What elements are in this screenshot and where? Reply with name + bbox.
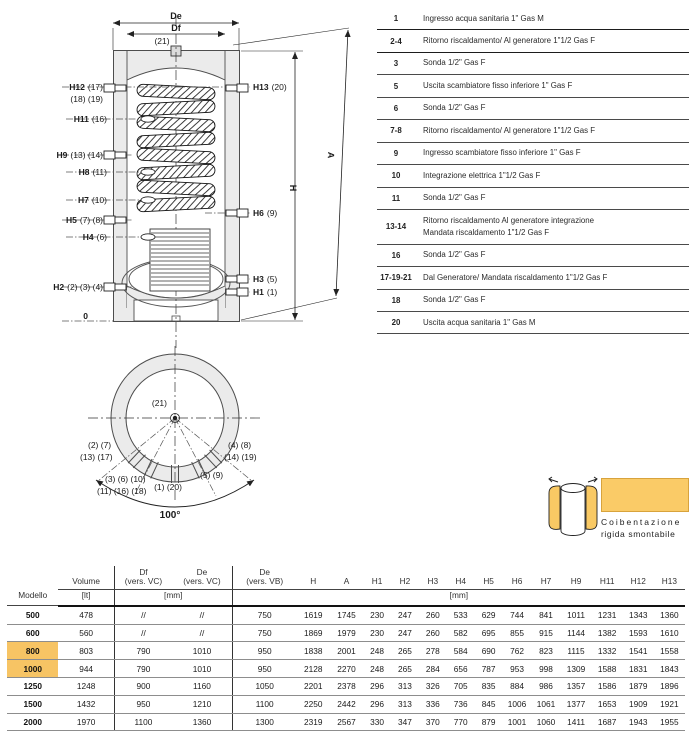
legend-number: 16 [391,250,401,260]
col-header-h11: H11 [592,566,623,589]
value-cell: 841 [532,606,561,624]
angle-label: 100° [159,510,181,521]
svg-text:H13(20): H13 (20) [253,82,287,92]
top-view [80,346,262,521]
value-cell: 1160 [172,677,232,695]
value-cell: 690 [475,642,503,660]
value-cell: 260 [419,624,447,642]
legend-description: Ritorno riscaldamento Al generatore integrazione Mandata riscaldamento 1"1/2 Gas F [423,215,595,237]
legend-row [377,8,689,30]
col-header-h4: H4 [447,566,475,589]
value-cell: 247 [391,606,419,624]
model-cell: 1250 [7,677,58,695]
col-header-volume: Volume [58,566,114,589]
value-cell: 750 [232,624,296,642]
value-cell: 370 [419,713,447,731]
value-cell: 1869 [297,624,330,642]
value-cell: 230 [363,606,391,624]
value-cell: 855 [503,624,532,642]
value-cell: 1745 [330,606,363,624]
col-header-h3: H3 [419,566,447,589]
col-header-h7: H7 [532,566,561,589]
value-cell: 478 [58,606,114,624]
a-dim-label: A [325,151,337,159]
legend-number: 7-8 [390,126,402,136]
value-cell: 1100 [114,713,172,731]
value-cell: 787 [475,660,503,678]
insulation-color-swatch [601,478,689,512]
model-cell: 600 [7,624,58,642]
value-cell: 584 [447,642,475,660]
legend-row [377,245,689,267]
value-cell: 1610 [654,624,685,642]
legend-number: 1 [393,14,399,24]
value-cell: 770 [447,713,475,731]
de-dim-label: De [170,11,182,21]
legend-number: 13-14 [385,222,407,232]
col-header-h9: H9 [560,566,591,589]
svg-text:H1(1): H1 (1) [253,287,278,297]
table-row [7,695,685,713]
legend-description: Sonda 1/2" Gas F [423,193,486,203]
value-cell: 1588 [592,660,623,678]
svg-text:H12(17): H12 (17) [69,82,103,92]
insulation-legend [546,472,690,544]
front-view [53,11,349,348]
legend-description: Sonda 1/2" Gas F [423,295,486,305]
value-cell: 1357 [560,677,591,695]
value-cell: 1332 [592,642,623,660]
legend-description: Sonda 1/2" Gas F [423,58,486,68]
value-cell: 1619 [297,606,330,624]
svg-text:H8(11): H8 (11) [78,167,107,177]
value-cell: 1586 [592,677,623,695]
col-header-de-vb: De (vers. VB) [232,566,296,589]
top-left-label-2: (13) (17) [80,452,113,462]
table-row [7,606,685,624]
legend-description: Ritorno riscaldamento/ Al generatore 1"1/2 Gas F [423,36,596,46]
value-cell: 2319 [297,713,330,731]
col-header-h13: H13 [654,566,685,589]
unit-lt: [lt] [58,589,114,605]
value-cell: 2378 [330,677,363,695]
model-cell: 2000 [7,713,58,731]
value-cell: 879 [475,713,503,731]
unit-mm-vc: [mm] [114,589,232,605]
value-cell: 695 [475,624,503,642]
value-cell: 1843 [654,660,685,678]
value-cell: 296 [363,695,391,713]
value-cell: 900 [114,677,172,695]
legend-number: 18 [391,295,401,305]
top-bottom-left-label-2: (11) (16) (18) [97,486,147,496]
value-cell: 248 [363,642,391,660]
value-cell: 1060 [532,713,561,731]
value-cell: 313 [391,695,419,713]
value-cell: 1210 [172,695,232,713]
value-cell: 1909 [623,695,654,713]
legend-description: Uscita scambiatore fisso inferiore 1" Gas F [423,80,573,90]
col-header-h1: H1 [363,566,391,589]
legend-description: Uscita acqua sanitaria 1" Gas M [423,317,536,327]
value-cell: 2567 [330,713,363,731]
value-cell: 762 [503,642,532,660]
value-cell: 2270 [330,660,363,678]
value-cell: 1360 [654,606,685,624]
front-right-labels [253,82,287,297]
value-cell: 736 [447,695,475,713]
value-cell: 1231 [592,606,623,624]
value-cell: 1343 [623,606,654,624]
value-cell: 744 [503,606,532,624]
value-cell: 1687 [592,713,623,731]
value-cell: 1100 [232,695,296,713]
legend-description: Integrazione elettrica 1"1/2 Gas F [423,170,541,180]
value-cell: 2442 [330,695,363,713]
value-cell: 1248 [58,677,114,695]
col-header-h2: H2 [391,566,419,589]
svg-text:H9(13) (14): H9 (13) (14) [56,150,103,160]
value-cell: 705 [447,677,475,695]
value-cell: 533 [447,606,475,624]
svg-text:H7(10): H7 (10) [78,195,107,205]
legend-description: Sonda 1/2" Gas F [423,103,486,113]
value-cell: 1061 [532,695,561,713]
legend-number: 20 [391,318,401,328]
value-cell: 336 [419,695,447,713]
value-cell: 1382 [592,624,623,642]
value-cell: 1309 [560,660,591,678]
svg-text:H6(9): H6 (9) [253,208,278,218]
value-cell: 1360 [172,713,232,731]
value-cell: 835 [475,677,503,695]
legend-row [377,267,689,289]
value-cell: 1001 [503,713,532,731]
value-cell: 1300 [232,713,296,731]
value-cell: 1411 [560,713,591,731]
value-cell: 284 [419,660,447,678]
value-cell: 950 [232,660,296,678]
value-cell: 278 [419,642,447,660]
tank-technical-drawing [0,0,377,560]
legend-number: 10 [391,171,401,181]
value-cell: 1006 [503,695,532,713]
value-cell: // [114,606,172,624]
legend-number: 11 [391,193,401,203]
table-row [7,624,685,642]
value-cell: 1558 [654,642,685,660]
port21-label: (21) [154,36,170,46]
top-bottom-right-label: (5) (9) [200,470,224,480]
top-view-center-port [173,416,177,420]
top-left-label-1: (2) (7) [88,440,112,450]
value-cell: 1970 [58,713,114,731]
dimensions-table [7,566,685,731]
value-cell: 1879 [623,677,654,695]
legend-number: 3 [393,59,399,69]
table-row [7,642,685,660]
value-cell: 326 [419,677,447,695]
value-cell: 986 [532,677,561,695]
value-cell: 1011 [560,606,591,624]
col-header-de-vc: De (vers. VC) [172,566,232,589]
legend-number: 17-19-21 [380,273,412,283]
value-cell: 944 [58,660,114,678]
value-cell: 1432 [58,695,114,713]
value-cell: 950 [114,695,172,713]
zero-level-label: 0 [83,311,88,321]
unit-mm-dims: [mm] [232,589,685,605]
svg-text:(18) (19): (18) (19) [70,94,103,104]
legend-description: Dal Generatore/ Mandata riscaldamento 1"1/2 Gas F [423,272,608,282]
svg-text:H11(16): H11 (16) [73,114,107,124]
value-cell: 750 [232,606,296,624]
table-row [7,713,685,731]
value-cell: 1593 [623,624,654,642]
legend-number: 5 [393,81,399,91]
value-cell: 2201 [297,677,330,695]
value-cell: 1838 [297,642,330,660]
svg-text:H3(5): H3 (5) [253,274,278,284]
value-cell: 1831 [623,660,654,678]
value-cell: 1921 [654,695,685,713]
legend-description: Ingresso acqua sanitaria 1" Gas M [423,13,544,23]
legend-number: 2-4 [390,36,402,46]
col-header-h6: H6 [503,566,532,589]
value-cell: 1144 [560,624,591,642]
value-cell: // [172,624,232,642]
value-cell: 845 [475,695,503,713]
value-cell: // [114,624,172,642]
value-cell: 656 [447,660,475,678]
value-cell: 1115 [560,642,591,660]
col-header-a: A [330,566,363,589]
top-right-label-2: (14) (19) [224,452,257,462]
value-cell: 1010 [172,660,232,678]
legend-number: 6 [393,103,399,113]
value-cell: 1979 [330,624,363,642]
top-center-label: (21) [151,398,167,408]
value-cell: 248 [363,660,391,678]
legend-table [377,8,689,334]
value-cell: 347 [391,713,419,731]
value-cell: 790 [114,642,172,660]
model-cell: 500 [7,606,58,624]
value-cell: 998 [532,660,561,678]
value-cell: 582 [447,624,475,642]
value-cell: 823 [532,642,561,660]
legend-row [377,30,689,52]
value-cell: 1896 [654,677,685,695]
value-cell: 560 [58,624,114,642]
front-left-labels [53,82,107,292]
value-cell: 247 [391,624,419,642]
value-cell: 265 [391,660,419,678]
col-header-h12: H12 [623,566,654,589]
value-cell: 953 [503,660,532,678]
top-bottom-label: (1) (20) [154,482,182,492]
value-cell: 1653 [592,695,623,713]
value-cell: 950 [232,642,296,660]
model-cell: 800 [7,642,58,660]
top-right-label-1: (4) (8) [228,440,252,450]
value-cell: 313 [391,677,419,695]
legend-row [377,312,689,334]
legend-row [377,53,689,75]
legend-row [377,98,689,120]
legend-row [377,143,689,165]
top-bottom-left-label-1: (3) (6) (10) [105,474,146,484]
h-dim-label: H [288,184,298,192]
value-cell: 1010 [172,642,232,660]
value-cell: 1955 [654,713,685,731]
legend-row [377,210,689,245]
dimensions-table-body [7,606,685,731]
legend-description: Ritorno riscaldamento/ Al generatore 1"1/2 Gas F [423,125,596,135]
insulation-caption: Coibentazione rigida smontabile [601,517,682,540]
value-cell: 296 [363,677,391,695]
value-cell: 2001 [330,642,363,660]
legend-row [377,165,689,187]
value-cell: 803 [58,642,114,660]
value-cell: 629 [475,606,503,624]
svg-text:H5(7) (8): H5 (7) (8) [65,215,103,225]
legend-row [377,120,689,142]
value-cell: 1377 [560,695,591,713]
value-cell: 1541 [623,642,654,660]
table-row [7,660,685,678]
table-row [7,677,685,695]
legend-description: Ingresso scambiatore fisso inferiore 1" Gas F [423,148,581,158]
value-cell: 2128 [297,660,330,678]
model-cell: 1500 [7,695,58,713]
col-header-h: H [297,566,330,589]
model-cell: 1000 [7,660,58,678]
value-cell: 1050 [232,677,296,695]
value-cell: 260 [419,606,447,624]
value-cell: 884 [503,677,532,695]
svg-text:H2(2) (3) (4): H2 (2) (3) (4) [53,282,103,292]
value-cell: 790 [114,660,172,678]
value-cell: 265 [391,642,419,660]
col-header-df-vc: Df (vers. VC) [114,566,172,589]
legend-description: Sonda 1/2" Gas F [423,250,486,260]
col-header-h5: H5 [475,566,503,589]
col-header-modello: Modello [7,566,58,606]
svg-text:H4(6): H4 (6) [82,232,107,242]
value-cell: 915 [532,624,561,642]
value-cell: 2250 [297,695,330,713]
legend-row [377,188,689,210]
legend-number: 9 [393,148,399,158]
insulation-cylinder-icon [546,476,600,542]
dimensions-table-header [7,566,685,606]
value-cell: 330 [363,713,391,731]
value-cell: 1943 [623,713,654,731]
value-cell: // [172,606,232,624]
value-cell: 230 [363,624,391,642]
legend-row [377,290,689,312]
legend-row [377,75,689,97]
df-dim-label: Df [171,23,181,33]
